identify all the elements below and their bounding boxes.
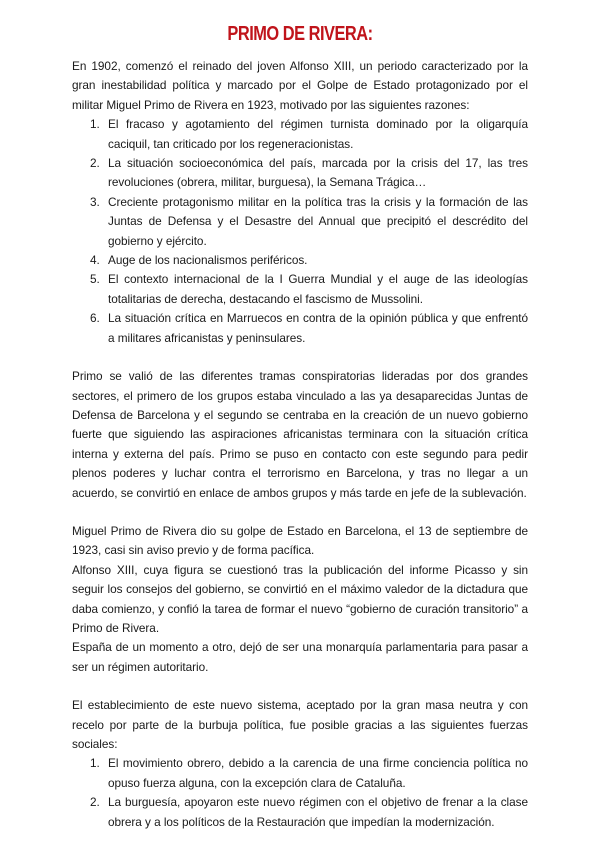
intro-paragraph: En 1902, comenzó el reinado del joven Alfonso XIII, un periodo caracterizado por la gran inestabilidad política y marcado por el Golpe de Estado protagonizado por el militar Miguel Primo de Rivera en 1923, motivado por las siguientes razones: <box>72 59 528 112</box>
alfonso-paragraph: Alfonso XIII, cuya figura se cuestionó tras la publicación del informe Picasso y sin seguir los consejos del gobierno, se convirtió en el máximo valedor de la dictadura que daba comienzo, y confió la tarea de formar el nuevo “gobierno de curación transitorio” a Primo de Rivera. <box>72 562 528 635</box>
list-item-text: Auge de los nacionalismos periféricos. <box>108 253 308 268</box>
page-title: PRIMO DE RIVERA: <box>227 23 373 45</box>
paragraph-spacer <box>72 348 528 367</box>
list-item <box>72 270 528 309</box>
list-number: 2. <box>90 156 100 171</box>
list-number: 1. <box>90 756 100 771</box>
list-item-text: El fracaso y agotamiento del régimen turnista dominado por la oligarquía caciquil, tan criticado por los regeneracionistas. <box>108 117 528 151</box>
list-number: 1. <box>90 117 100 132</box>
coup-paragraph: Miguel Primo de Rivera dio su golpe de Estado en Barcelona, el 13 de septiembre de 1923, casi sin aviso previo y de forma pacífica. <box>72 523 528 558</box>
forces-intro-paragraph: El establecimiento de este nuevo sistema, aceptado por la gran masa neutra y con recelo por parte de la burbuja política, fue posible gracias a las siguientes fuerzas sociales: <box>72 698 528 751</box>
list-item <box>72 193 528 251</box>
list-item <box>72 251 528 270</box>
list-number: 4. <box>90 253 100 268</box>
conspiracy-paragraph: Primo se valió de las diferentes tramas conspiratorias lideradas por dos grandes sectores, el primero de los grupos estaba vinculado a las ya desaparecidas Juntas de Defensa de Barcelona y el segundo se centraba en la creación de un nuevo gobierno fuerte que siguiendo las aspiraciones africanistas terminara con la situación crítica interna y externa del país. Primo se puso en contacto con este segundo para pedir plenos poderes y luchar contra el terrorismo en Barcelona, y tras no llegar a un acuerdo, se convirtió en enlace de ambos grupos y más tarde en jefe de la sublevación. <box>72 369 528 500</box>
list-item-text: La situación socioeconómica del país, marcada por la crisis del 17, las tres revoluciones (obrera, militar, burguesa), la Semana Trágica… <box>108 156 528 190</box>
list-number: 2. <box>90 795 100 810</box>
list-item-text: La situación crítica en Marruecos en contra de la opinión pública y que enfrentó a militares africanistas y peninsulares. <box>108 311 528 345</box>
document-page <box>72 22 528 832</box>
list-item <box>72 154 528 193</box>
list-item-text: Creciente protagonismo militar en la política tras la crisis y la formación de las Juntas de Defensa y el Desastre del Annual que precipitó el descrédito del gobierno y ejército. <box>108 194 528 248</box>
list-item-text: El movimiento obrero, debido a la carencia de una firme conciencia política no opuso fuerza alguna, con la excepción clara de Cataluña. <box>108 756 528 790</box>
list-number: 3. <box>90 194 100 209</box>
list-item <box>72 309 528 348</box>
list-item <box>72 754 528 793</box>
reasons-list <box>72 115 528 348</box>
list-number: 6. <box>90 311 100 326</box>
list-item <box>72 115 528 154</box>
paragraph-spacer <box>72 503 528 522</box>
list-number: 5. <box>90 272 100 287</box>
forces-list <box>72 754 528 832</box>
list-item <box>72 793 528 832</box>
list-item-text: La burguesía, apoyaron este nuevo régimen con el objetivo de frenar a la clase obrera y a los políticos de la Restauración que impedían la modernización. <box>108 795 528 829</box>
paragraph-spacer <box>72 677 528 696</box>
list-item-text: El contexto internacional de la I Guerra Mundial y el auge de las ideologías totalitarias de derecha, destacando el fascismo de Mussolini. <box>108 272 528 306</box>
spain-paragraph: España de un momento a otro, dejó de ser una monarquía parlamentaria para pasar a ser un régimen autoritario. <box>72 640 528 674</box>
